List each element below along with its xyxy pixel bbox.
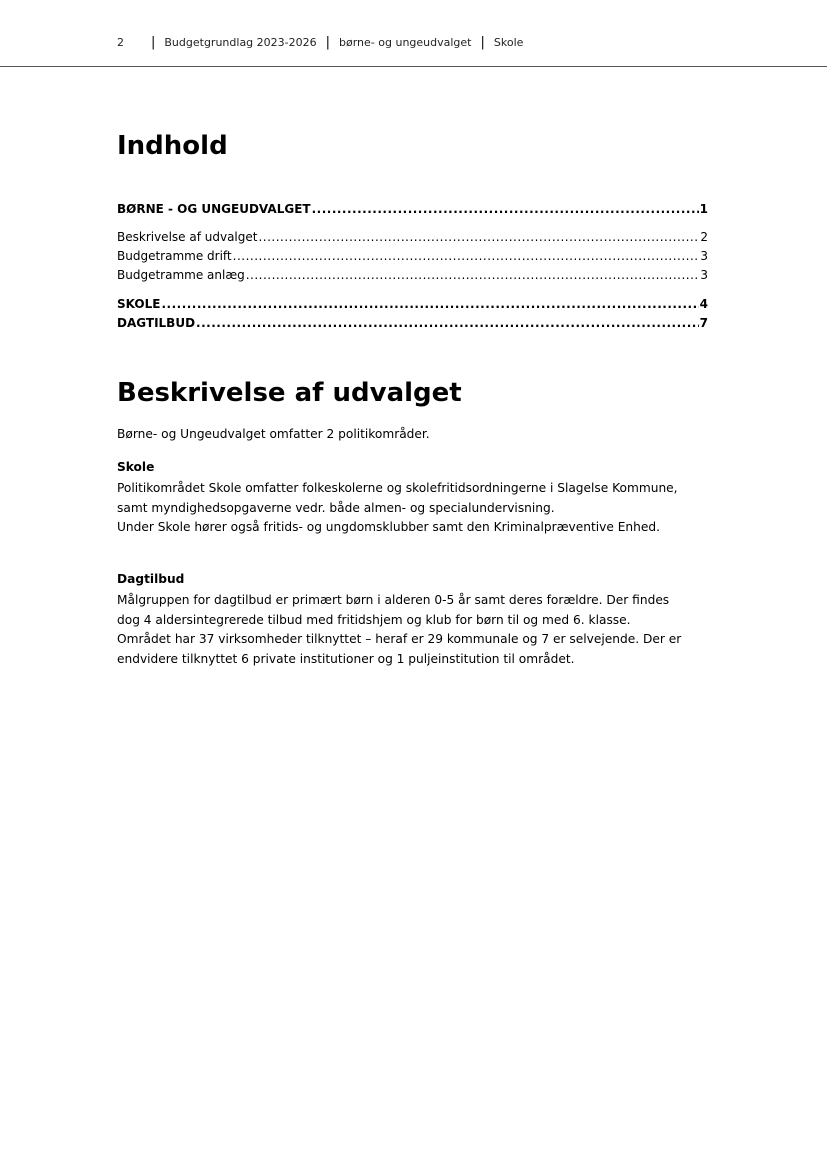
toc-entry-label: Budgetramme anlæg (117, 268, 245, 282)
toc-entry-label: SKOLE (117, 297, 161, 311)
toc-entry-page: 3 (700, 268, 708, 282)
section-title: Beskrivelse af udvalget (117, 378, 462, 408)
table-of-contents (117, 201, 708, 334)
toc-entry[interactable] (117, 201, 708, 220)
paragraph-line: Politikområdet Skole omfatter folkeskolerne og skolefritidsordningerne i Slagelse Kommune, (117, 481, 678, 495)
dagtilbud-paragraph (117, 591, 717, 669)
toc-leader-dots (196, 315, 699, 331)
toc-title: Indhold (117, 131, 228, 161)
page-number: 2 (117, 36, 124, 49)
paragraph-line: samt myndighedsopgaverne vedr. både almen- og specialundervisning. (117, 500, 555, 515)
header-separator: | (151, 35, 156, 50)
toc-entry-page: 2 (700, 230, 708, 244)
paragraph-line: endvidere tilknyttet 6 private institutioner og 1 puljeinstitution til området. (117, 651, 575, 666)
toc-entry-page: 3 (700, 249, 708, 263)
toc-entry-page: 7 (699, 316, 708, 330)
paragraph-line: Området har 37 virksomheder tilknyttet – heraf er 29 kommunale og 7 er selvejende. Der er (117, 632, 682, 647)
toc-entry[interactable] (117, 315, 708, 334)
skole-paragraph (117, 479, 717, 538)
toc-entry-label: Budgetramme drift (117, 249, 232, 263)
header-separator: | (480, 35, 485, 50)
toc-leader-dots (246, 267, 700, 283)
toc-entry-label: Beskrivelse af udvalget (117, 230, 258, 244)
header-separator: | (325, 35, 331, 50)
document-title: Budgetgrundlag 2023-2026 (164, 36, 317, 49)
toc-entry-page: 4 (699, 297, 708, 311)
intro-paragraph: Børne- og Ungeudvalget omfatter 2 politikområder. (117, 427, 430, 441)
paragraph-line: Under Skole hører også fritids- og ungdomsklubber samt den Kriminalpræventive Enhed. (117, 520, 660, 535)
page-header (0, 0, 827, 67)
toc-entry[interactable] (117, 267, 708, 286)
skole-heading: Skole (117, 460, 155, 474)
toc-entry[interactable] (117, 229, 708, 248)
toc-entry-label: DAGTILBUD (117, 316, 196, 330)
toc-entry-label: BØRNE - OG UNGEUDVALGET (117, 202, 311, 216)
toc-leader-dots (312, 201, 699, 217)
toc-entry[interactable] (117, 296, 708, 315)
toc-entry-page: 1 (699, 202, 708, 216)
toc-entry[interactable] (117, 248, 708, 267)
toc-leader-dots (161, 296, 698, 312)
toc-leader-dots (258, 229, 699, 245)
committee-name: børne- og ungeudvalget (339, 36, 472, 49)
section-name: Skole (493, 36, 524, 49)
paragraph-line: dog 4 aldersintegrerede tilbud med fritidshjem og klub for børn til og med 6. klasse. (117, 612, 631, 627)
paragraph-line: Målgruppen for dagtilbud er primært børn i alderen 0-5 år samt deres forældre. Der findes (117, 593, 670, 607)
dagtilbud-heading: Dagtilbud (117, 572, 185, 586)
toc-leader-dots (233, 248, 700, 264)
header-line (117, 35, 523, 50)
